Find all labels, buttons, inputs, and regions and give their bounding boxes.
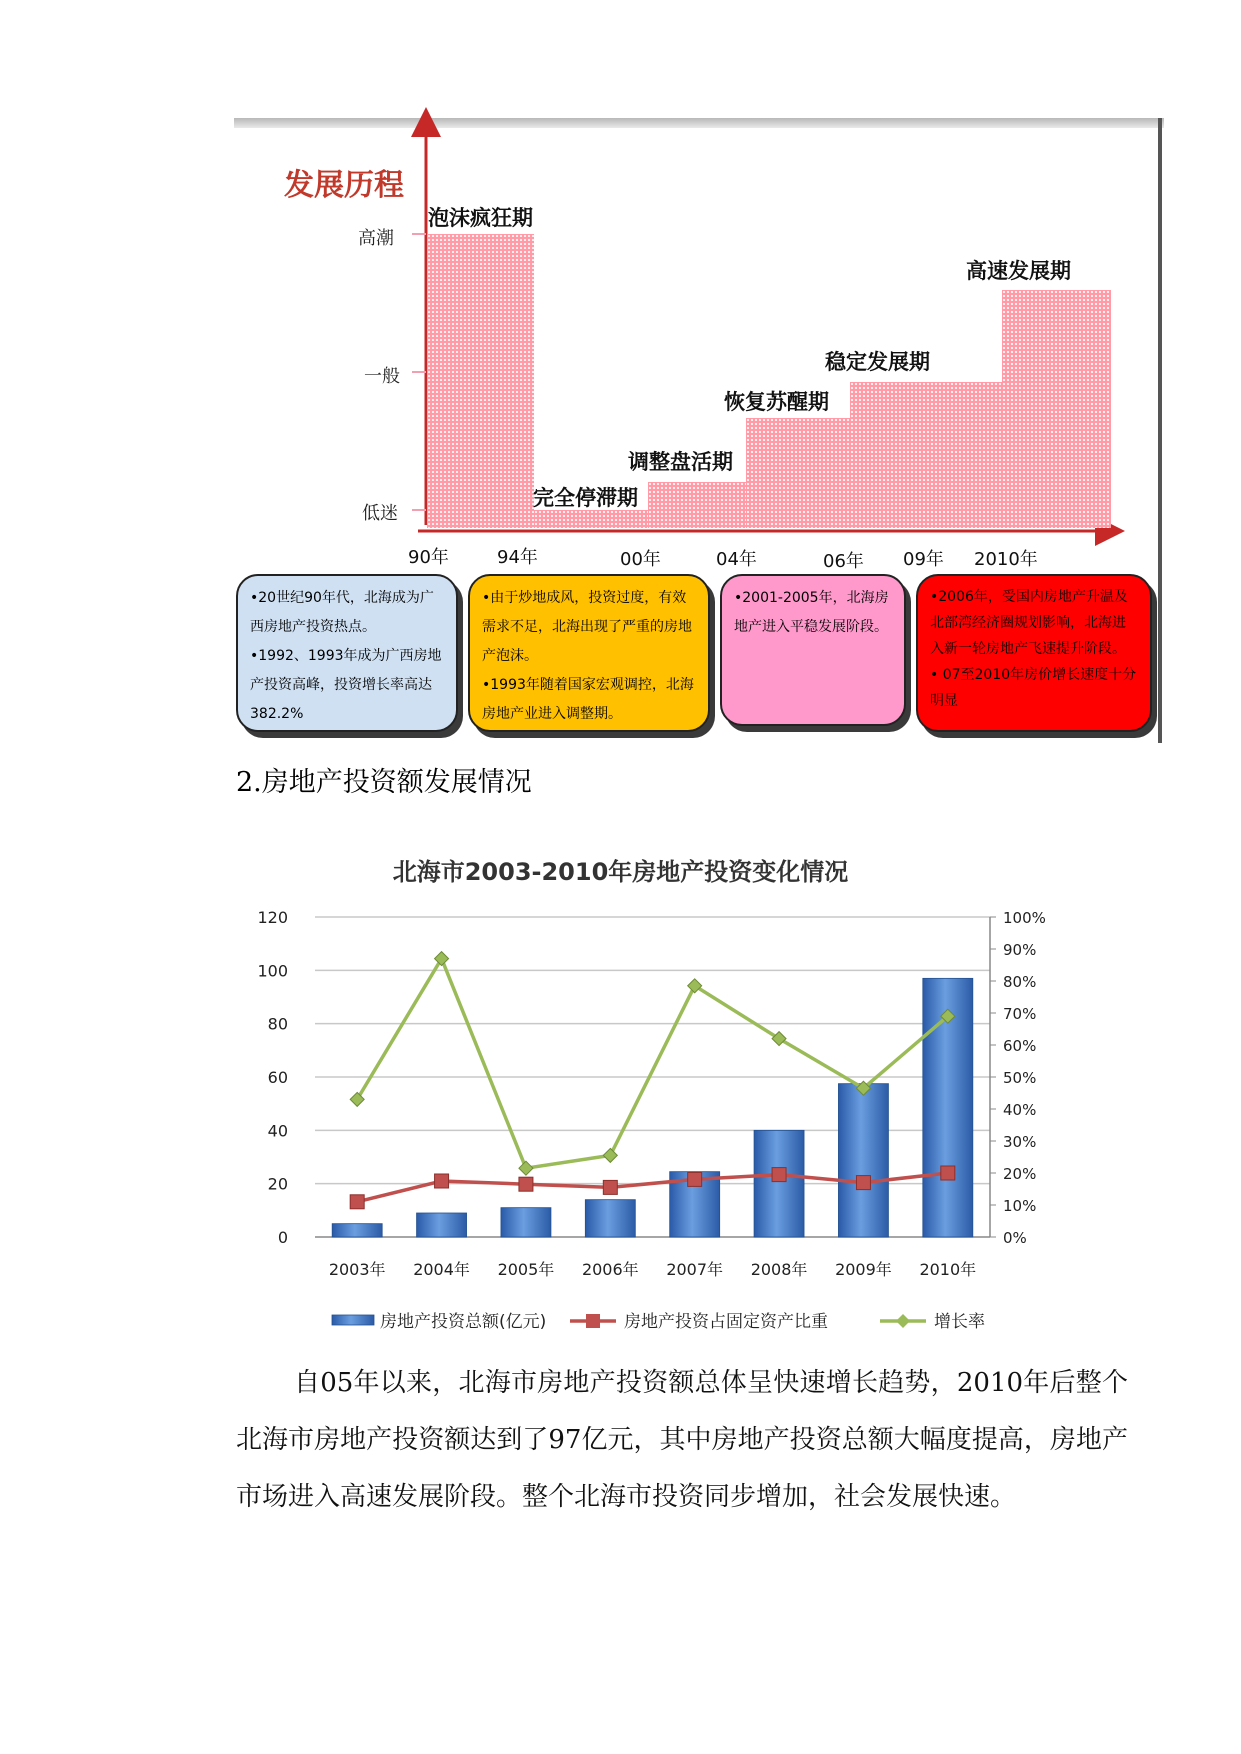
stage-block-rapid (1002, 290, 1111, 528)
note-box-stable (720, 574, 906, 726)
y-right-tick-label: 90% (1003, 941, 1037, 959)
body-paragraph (236, 1355, 1128, 1526)
stage-block-adjustment (648, 482, 746, 528)
y-left-tick-label: 0 (277, 1228, 288, 1247)
year-label: 00年 (620, 549, 661, 570)
note-line: •1992、1993年成为广西房地产投资高峰，投资增长率高达382.2% (250, 648, 442, 722)
y-left-tick-label: 60 (267, 1068, 288, 1087)
level-mid-label: 一般 (364, 366, 400, 387)
year-label: 2010年 (974, 549, 1038, 570)
growth-rate-point (519, 1161, 533, 1175)
note-box-bubble (468, 574, 710, 732)
stage-label-stable: 稳定发展期 (825, 350, 930, 374)
y-right-tick-label: 10% (1003, 1197, 1037, 1215)
legend-bar-swatch (332, 1315, 374, 1325)
chart-title: 北海市2003-2010年房地产投资变化情况 (392, 858, 849, 886)
y-right-tick-label: 0% (1003, 1229, 1027, 1247)
share-of-fixed-assets-point (435, 1174, 449, 1188)
section-heading: 2.房地产投资额发展情况 (236, 767, 532, 798)
paragraph-text: 自05年以来，北海市房地产投资额总体呈快速增长趋势，2010年后整个北海市房地产投资额达到了97亿元，其中房地产投资总额大幅度提高，房地产市场进入高速发展阶段。整个北海市投资同步增加，社会发展快速。 (236, 1368, 1128, 1512)
bar-investment-total (585, 1200, 635, 1237)
stage-block-stagnation (534, 510, 648, 528)
level-high-label: 高潮 (358, 228, 394, 249)
legend-growth-marker (896, 1314, 910, 1328)
y-right-tick-label: 50% (1003, 1069, 1037, 1087)
share-of-fixed-assets-point (603, 1180, 617, 1194)
note-line: •20世纪90年代，北海成为广西房地产投资热点。 (250, 590, 434, 635)
y-left-tick-label: 40 (267, 1121, 288, 1141)
legend-label-share: 房地产投资占固定资产比重 (624, 1312, 828, 1332)
stage-label-rapid: 高速发展期 (966, 259, 1071, 283)
share-of-fixed-assets-point (350, 1195, 364, 1209)
y-right-tick-label: 60% (1003, 1037, 1037, 1055)
stage-label-bubble: 泡沫疯狂期 (428, 206, 533, 230)
y-right-tick-label: 80% (1003, 973, 1037, 991)
note-line: •1993年随着国家宏观调控，北海房地产业进入调整期。 (482, 677, 694, 722)
x-tick-label: 2006年 (581, 1260, 639, 1279)
stage-label-recovery: 恢复苏醒期 (724, 390, 829, 414)
x-tick-label: 2004年 (413, 1260, 470, 1279)
x-tick-label: 2007年 (666, 1260, 724, 1279)
bar-investment-total (417, 1213, 467, 1237)
y-right-tick-label: 20% (1003, 1165, 1037, 1183)
x-tick-label: 2005年 (497, 1260, 555, 1279)
growth-rate-point (603, 1148, 617, 1162)
share-of-fixed-assets-point (519, 1177, 533, 1191)
note-line: •由于炒地成风，投资过度，有效需求不足，北海出现了严重的房地产泡沫。 (482, 590, 692, 664)
x-tick-label: 2008年 (750, 1260, 808, 1279)
year-label: 06年 (823, 551, 864, 572)
bar-investment-total (754, 1130, 804, 1237)
year-label: 09年 (903, 549, 944, 570)
note-line: •2006年，受国内房地产升温及北部湾经济圈规划影响，北海进入新一轮房地产飞速提升阶段。 (930, 589, 1128, 657)
note-line: •2001-2005年，北海房地产进入平稳发展阶段。 (734, 590, 889, 635)
y-right-tick-label: 100% (1003, 909, 1046, 927)
share-of-fixed-assets-point (772, 1168, 786, 1182)
share-of-fixed-assets-point (941, 1166, 955, 1180)
legend-label-growth: 增长率 (934, 1312, 985, 1332)
y-right-tick-label: 30% (1003, 1133, 1037, 1151)
year-label: 94年 (497, 547, 538, 568)
bar-investment-total (332, 1224, 382, 1237)
y-left-tick-label: 120 (257, 908, 288, 927)
year-label: 90年 (408, 547, 449, 568)
bar-investment-total (838, 1084, 888, 1237)
stage-block-stable (850, 382, 1002, 528)
level-low-label: 低迷 (362, 503, 398, 524)
note-line: • 07至2010年房价增长速度十分明显 (930, 667, 1137, 709)
y-left-tick-label: 100 (257, 961, 288, 981)
stage-block-recovery (746, 418, 850, 528)
bar-investment-total (501, 1208, 551, 1237)
y-left-tick-label: 20 (267, 1174, 288, 1194)
x-tick-label: 2009年 (835, 1260, 892, 1279)
legend-label-investment-total: 房地产投资总额(亿元) (380, 1312, 547, 1332)
year-label: 04年 (716, 549, 757, 570)
legend-share-marker (586, 1314, 600, 1328)
note-box-1990s (236, 574, 458, 732)
note-box-rapid (916, 574, 1152, 732)
investment-chart (0, 880, 1241, 1340)
stage-block-bubble (427, 234, 534, 528)
x-tick-label: 2010年 (919, 1260, 977, 1279)
share-of-fixed-assets-point (856, 1176, 870, 1190)
stage-label-adjustment: 调整盘活期 (628, 450, 733, 474)
stage-diagram-title: 发展历程 (284, 168, 404, 203)
y-left-tick-label: 80 (267, 1014, 288, 1034)
share-of-fixed-assets-point (688, 1172, 702, 1186)
x-tick-label: 2003年 (328, 1260, 386, 1279)
stage-label-stagnation: 完全停滞期 (533, 486, 638, 510)
y-right-tick-label: 70% (1003, 1005, 1037, 1023)
y-right-tick-label: 40% (1003, 1101, 1037, 1119)
